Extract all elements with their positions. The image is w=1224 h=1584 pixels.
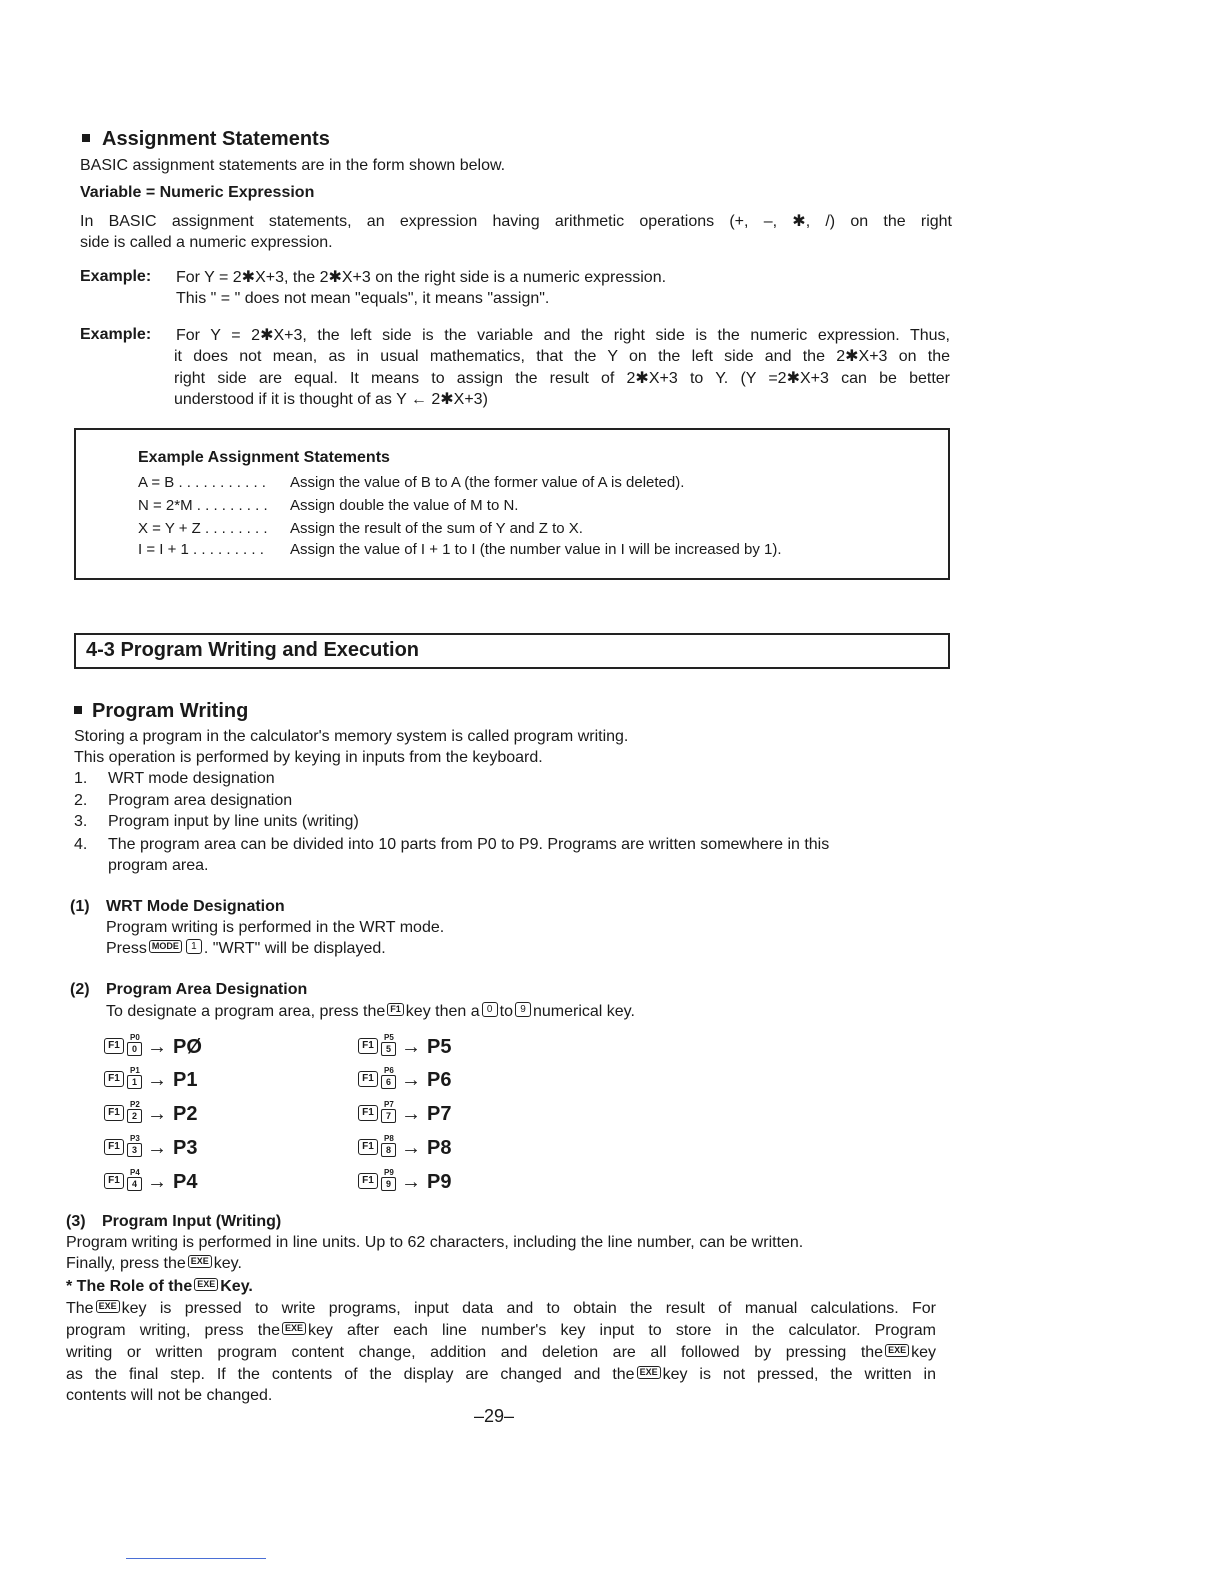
exe-key-icon: EXE xyxy=(188,1255,212,1268)
f1-key-icon: F1 xyxy=(104,1071,124,1087)
exe-key-icon: EXE xyxy=(637,1366,661,1379)
zero-key-icon: 0 xyxy=(482,1002,498,1017)
example1-label: Example: xyxy=(80,268,152,285)
exe-role-line2: program writing, press the EXE key after each line number's key input to store in the calculator. Program xyxy=(66,1322,936,1339)
list-item-continued: program area. xyxy=(108,857,209,874)
section-title-box xyxy=(74,633,950,669)
f1-key-icon: F1 xyxy=(104,1173,124,1189)
writing-line2: This operation is performed by keying in inputs from the keyboard. xyxy=(74,749,543,766)
number-key-icon: $\frac{P9}{9}$ xyxy=(381,1169,397,1191)
bottom-rule xyxy=(126,1558,266,1559)
wrt-line1: Program writing is performed in the WRT mode. xyxy=(106,919,445,936)
f1-key-icon: F1 xyxy=(358,1038,378,1054)
program-area-entry: F1 $\frac{P0}{0}$ → PØ xyxy=(104,1036,202,1069)
number-key-icon: $\frac{P8}{8}$ xyxy=(381,1135,397,1157)
mode-key-icon: MODE xyxy=(149,940,182,953)
input-heading: (3) Program Input (Writing) xyxy=(66,1213,282,1230)
exe-role-line4: as the final step. If the contents of the display are changed and the EXE key is not pressed, the written in xyxy=(66,1366,936,1383)
page-number: –29– xyxy=(474,1406,515,1426)
arrow-icon: → xyxy=(401,1036,421,1058)
list-item: 1. WRT mode designation xyxy=(74,770,275,787)
example-row: X = Y + Z . . . . . . . . Assign the result of the sum of Y and Z to X. xyxy=(138,520,583,537)
writing-line1: Storing a program in the calculator's memory system is called program writing. xyxy=(74,728,629,745)
area-line: To designate a program area, press the F1 key then a 0 to 9 numerical key. xyxy=(106,1003,635,1020)
exe-role-line3: writing or written program content change, addition and deletion are all followed by pressing the EXE key xyxy=(66,1344,936,1361)
arrow-icon: → xyxy=(147,1036,167,1058)
number-key-icon: $\frac{P2}{2}$ xyxy=(127,1101,143,1123)
input-line2: Finally, press the EXE key. xyxy=(66,1255,242,1272)
area-heading: (2) Program Area Designation xyxy=(70,981,308,998)
wrt-heading: (1) WRT Mode Designation xyxy=(70,898,285,915)
f1-key-icon: F1 xyxy=(358,1071,378,1087)
example2-line3: right side are equal. It means to assign the result of 2✱X+3 to Y. (Y =2✱X+3 can be better xyxy=(174,370,950,387)
f1-key-icon: F1 xyxy=(358,1105,378,1121)
f1-key-icon: F1 xyxy=(104,1139,124,1155)
f1-key-icon: F1 xyxy=(104,1038,124,1054)
example2-line1: For Y = 2✱X+3, the left side is the variable and the right side is the numeric expression. Thus, xyxy=(176,327,950,344)
exe-key-icon: EXE xyxy=(282,1322,306,1335)
program-area-left-column xyxy=(104,1032,202,1205)
f1-key-icon: F1 xyxy=(104,1105,124,1121)
example-row: I = I + 1 . . . . . . . . . Assign the value of I + 1 to I (the number value in I will be increased by 1). xyxy=(138,541,782,558)
f1-key-icon: F1 xyxy=(358,1139,378,1155)
number-key-icon: $\frac{P5}{5}$ xyxy=(381,1034,397,1056)
wrt-line2: Press MODE 1 . "WRT" will be displayed. xyxy=(106,940,386,957)
assignment-desc-line1: In BASIC assignment statements, an expression having arithmetic operations (+, –, ✱, /) on the right xyxy=(80,213,952,230)
program-area-right-column xyxy=(358,1032,452,1205)
arrow-icon: → xyxy=(401,1103,421,1125)
f1-key-icon: F1 xyxy=(387,1003,404,1016)
assignment-intro: BASIC assignment statements are in the form shown below. xyxy=(80,157,506,174)
example1-line2: This " = " does not mean "equals", it means "assign". xyxy=(176,290,550,307)
example-box-rows xyxy=(138,472,782,560)
example2-line4: understood if it is thought of as Y ← 2✱X+3) xyxy=(174,391,488,408)
arrow-icon: → xyxy=(401,1171,421,1193)
number-key-icon: $\frac{P6}{6}$ xyxy=(381,1067,397,1089)
example1-line1: For Y = 2✱X+3, the 2✱X+3 on the right side is a numeric expression. xyxy=(176,269,667,286)
program-area-entry: F1 $\frac{P6}{6}$ → P6 xyxy=(358,1069,451,1103)
bullet-icon xyxy=(74,706,82,714)
exe-role-line1: The EXE key is pressed to write programs, input data and to obtain the result of manual calculations. For xyxy=(66,1300,936,1317)
number-key-icon: $\frac{P0}{0}$ xyxy=(127,1034,143,1056)
example-row: A = B . . . . . . . . . . . Assign the value of B to A (the former value of A is deleted). xyxy=(138,474,685,491)
example-row: N = 2*M . . . . . . . . . Assign double the value of M to N. xyxy=(138,497,519,514)
program-area-entry: F1 $\frac{P4}{4}$ → P4 xyxy=(104,1171,202,1205)
arrow-icon: → xyxy=(147,1103,167,1125)
one-key-icon: 1 xyxy=(186,939,202,954)
exe-role-line5: contents will not be changed. xyxy=(66,1387,273,1404)
exe-key-icon: EXE xyxy=(194,1278,218,1291)
program-area-entry: F1 $\frac{P2}{2}$ → P2 xyxy=(104,1103,202,1137)
program-area-entry: F1 $\frac{P1}{1}$ → P1 xyxy=(104,1069,202,1103)
assignment-desc-line2: side is called a numeric expression. xyxy=(80,234,333,251)
bullet-icon xyxy=(82,134,90,142)
nine-key-icon: 9 xyxy=(515,1002,531,1017)
example-statements-box xyxy=(74,428,950,580)
arrow-icon: → xyxy=(147,1069,167,1091)
arrow-icon: → xyxy=(147,1137,167,1159)
number-key-icon: $\frac{P1}{1}$ xyxy=(127,1067,143,1089)
arrow-icon: → xyxy=(147,1171,167,1193)
program-area-entry: F1 $\frac{P7}{7}$ → P7 xyxy=(358,1103,451,1137)
assignment-form: Variable = Numeric Expression xyxy=(80,184,315,201)
program-area-entry: F1 $\frac{P5}{5}$ → P5 xyxy=(358,1036,451,1069)
section-title: 4-3 Program Writing and Execution xyxy=(86,639,420,661)
list-item: 4. The program area can be divided into 10 parts from P0 to P9. Programs are written somewhere in this xyxy=(74,836,830,853)
exe-key-icon: EXE xyxy=(96,1300,120,1313)
exe-key-icon: EXE xyxy=(885,1344,909,1357)
list-item: 3. Program input by line units (writing) xyxy=(74,813,359,830)
program-writing-heading: Program Writing xyxy=(74,700,248,723)
program-area-entry: F1 $\frac{P3}{3}$ → P3 xyxy=(104,1137,202,1171)
number-key-icon: $\frac{P3}{3}$ xyxy=(127,1135,143,1157)
example2-label: Example: xyxy=(80,326,152,343)
arrow-icon: → xyxy=(401,1069,421,1091)
example2-line2: it does not mean, as in usual mathematics, that the Y on the left side and the 2✱X+3 on the xyxy=(174,348,950,365)
example-box-title: Example Assignment Statements xyxy=(138,449,390,466)
number-key-icon: $\frac{P4}{4}$ xyxy=(127,1169,143,1191)
program-area-entry: F1 $\frac{P8}{8}$ → P8 xyxy=(358,1137,451,1171)
input-line1: Program writing is performed in line units. Up to 62 characters, including the line number, can be written. xyxy=(66,1234,804,1251)
arrow-icon: → xyxy=(401,1137,421,1159)
assignment-heading: Assignment Statements xyxy=(82,128,330,151)
program-area-entry: F1 $\frac{P9}{9}$ → P9 xyxy=(358,1171,451,1205)
f1-key-icon: F1 xyxy=(358,1173,378,1189)
number-key-icon: $\frac{P7}{7}$ xyxy=(381,1101,397,1123)
list-item: 2. Program area designation xyxy=(74,792,293,809)
exe-role-heading: * The Role of the EXE Key. xyxy=(66,1278,253,1295)
